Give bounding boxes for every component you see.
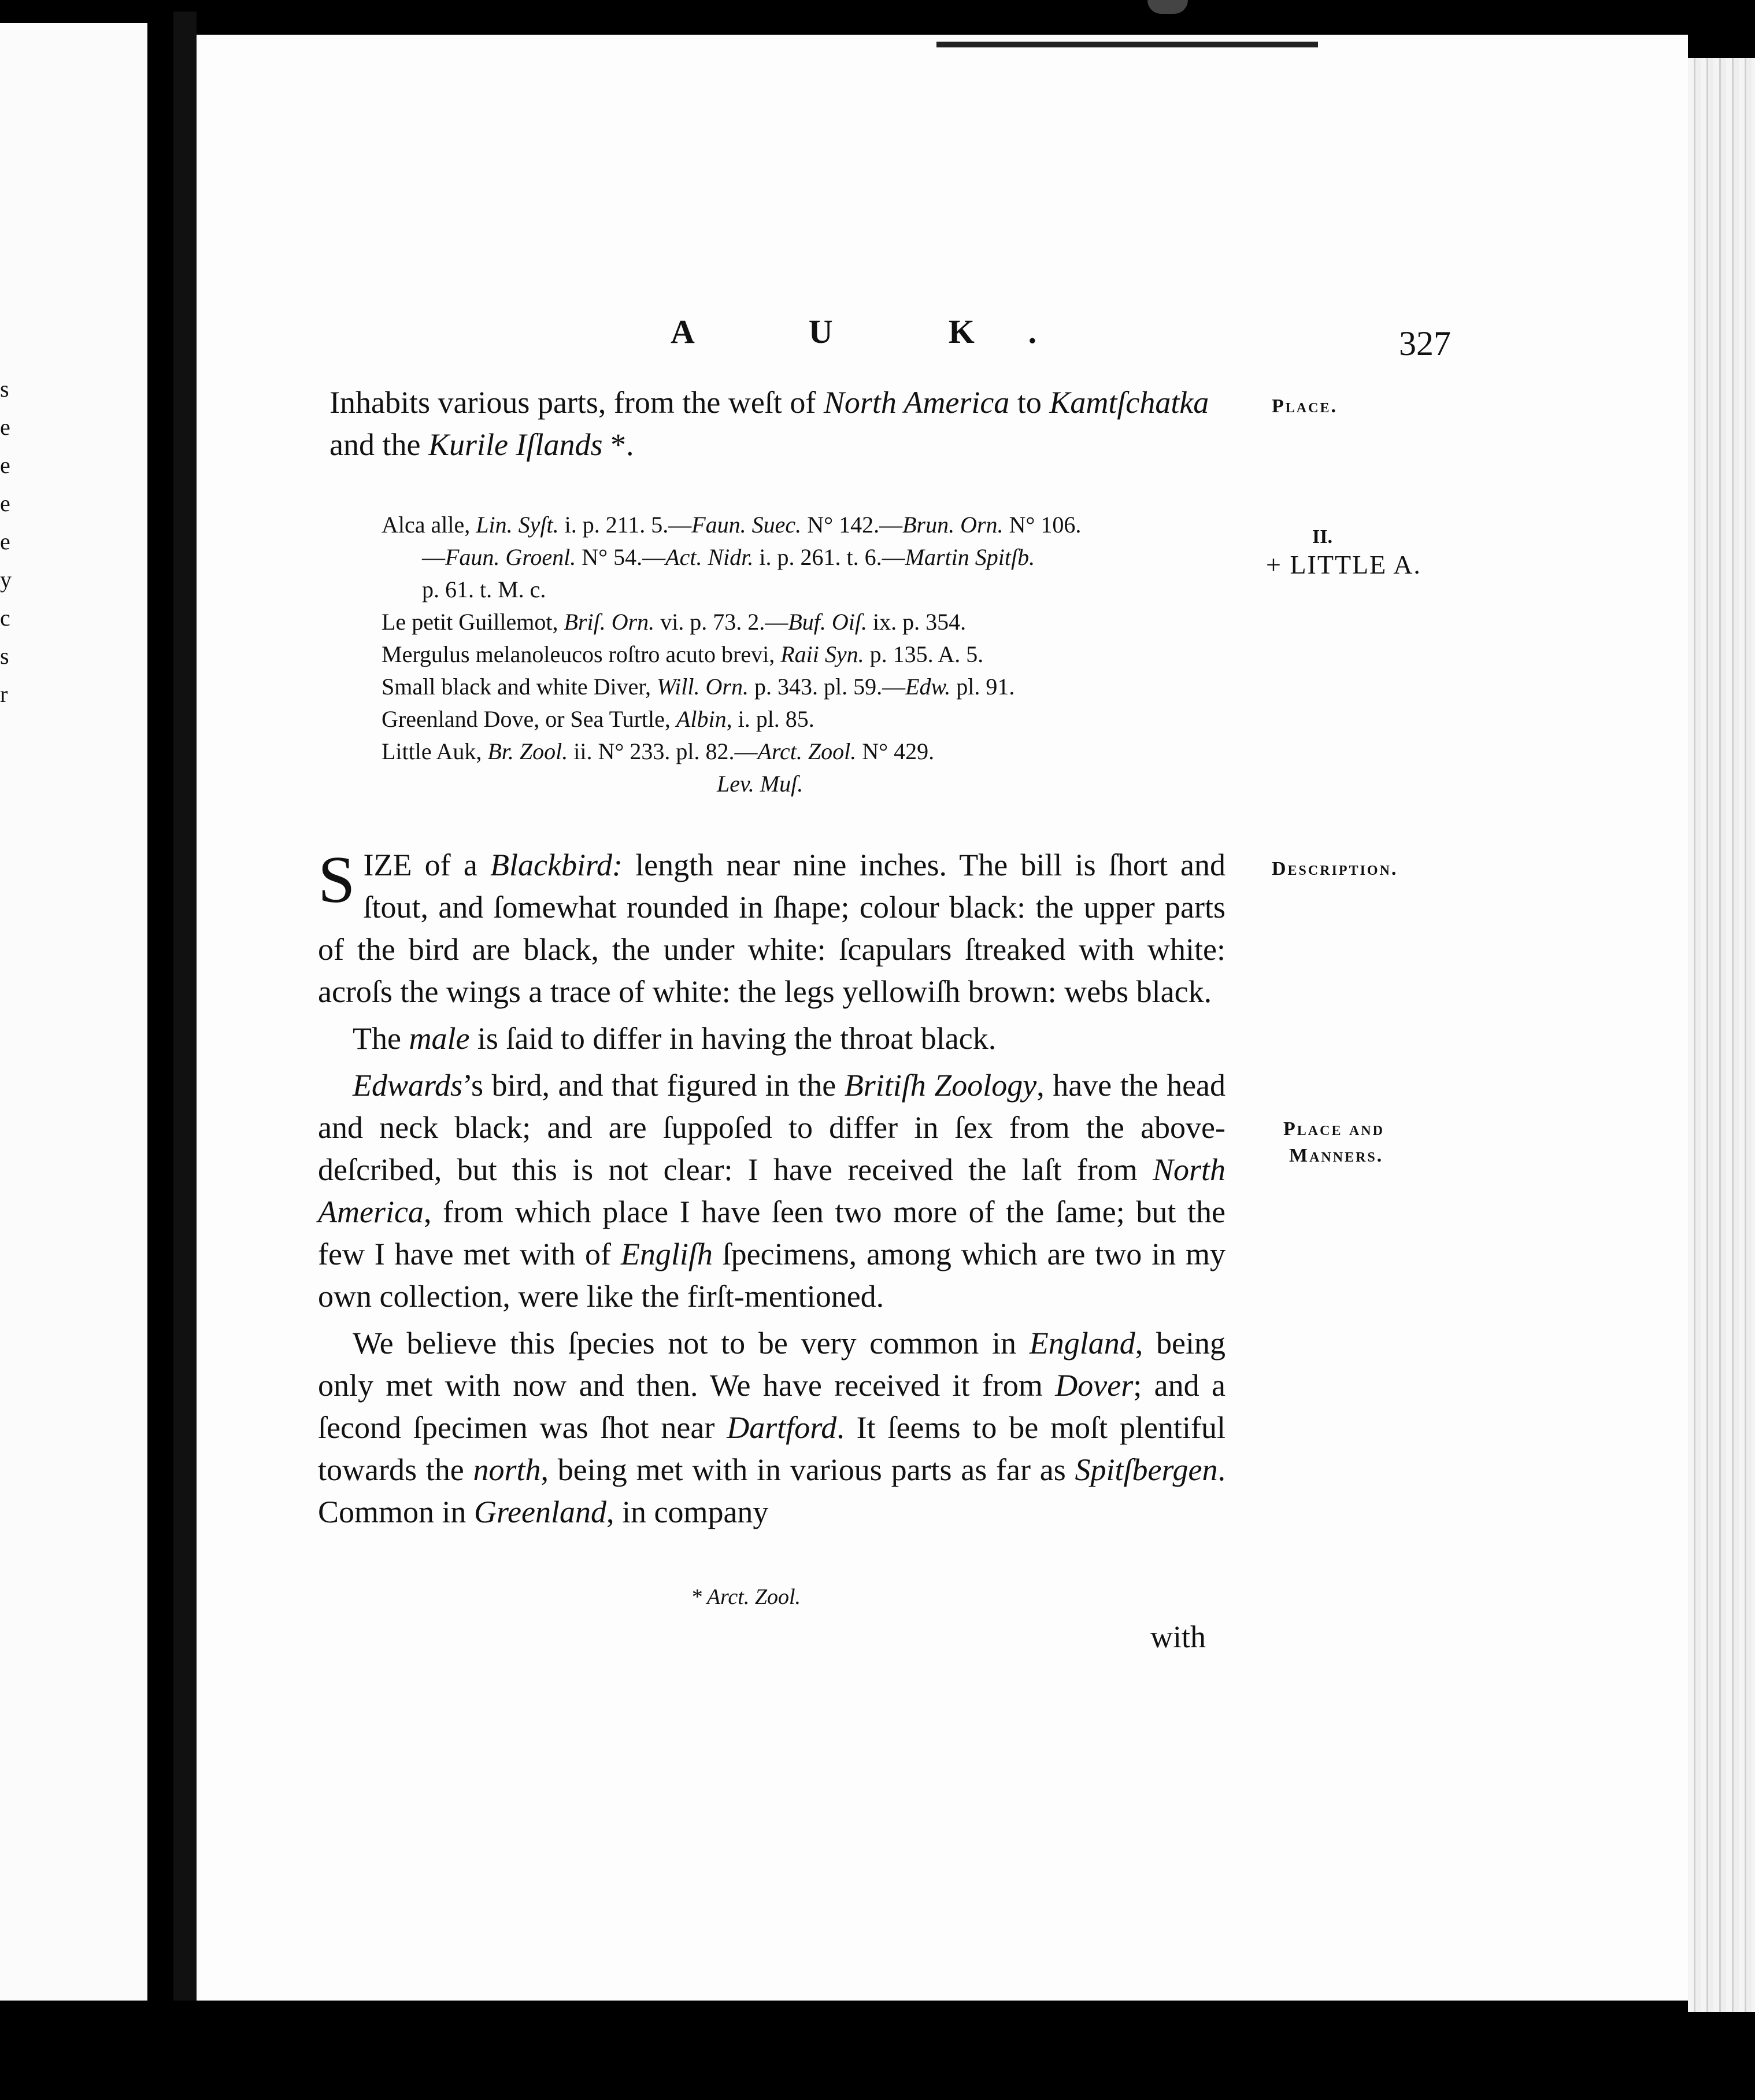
description-paragraph: IZE of a Blackbird: length near nine inches. The bill is ſhort and ſtout, and ſomewhat rounded in ſhape; colour black: the upper parts of the bird are black, the under white: ſcapulars ſtreaked with white: acroſs the wings a trace of white: the legs yellowiſh brown: webs black. <box>318 848 1225 1009</box>
page-edges <box>1688 58 1755 2012</box>
left-page-letter: s <box>0 643 9 669</box>
synonym-line: Alca alle, Lin. Syſt. i. p. 211. 5.—Faun. Suec. N° 142.—Brun. Orn. N° 106. <box>382 512 1082 538</box>
left-page-letter: e <box>0 528 10 554</box>
synonym-line: Le petit Guillemot, Briſ. Orn. vi. p. 73. 2.—Buf. Oiſ. ix. p. 354. <box>382 609 967 635</box>
place-paragraph: Inhabits various parts, from the weſt of North America to Kamtſchatka and the Kurile Iſlands *. <box>329 385 1209 462</box>
left-page-letter: y <box>0 567 12 593</box>
left-page-fragment <box>0 23 147 2001</box>
synonym-line: Lev. Muſ. <box>717 771 804 797</box>
synonym-line: —Faun. Groenl. N° 54.—Act. Nidr. i. p. 261. t. 6.—Martin Spitſb. <box>422 544 1035 570</box>
page-number: 327 <box>1399 324 1451 363</box>
synonym-line: Mergulus melanoleucos roſtro acuto brevi, Raii Syn. p. 135. A. 5. <box>382 641 984 667</box>
synonym-line: Greenland Dove, or Sea Turtle, Albin, i. pl. 85. <box>382 706 814 732</box>
left-page-letter: e <box>0 490 10 516</box>
description-paragraph: The male is ſaid to differ in having the throat black. <box>353 1021 997 1056</box>
synonym-list <box>382 509 1249 800</box>
book-gutter <box>173 12 197 2001</box>
left-page-letter: e <box>0 452 10 478</box>
left-page-letter: e <box>0 414 10 440</box>
drop-cap: S <box>318 843 356 917</box>
description-paragraph: Edwards’s bird, and that figured in the Britiſh Zoology, have the head and neck black; and are ſuppoſed to differ in ſex from the above-deſcribed, but this is not clear: I have received the laſt from North America, from which place I have ſeen two more of the ſame; but the few I have met with of Engliſh ſpecimens, among which are two in my own collection, were like the firſt-mentioned. <box>318 1068 1226 1314</box>
description-text <box>318 844 1225 1533</box>
species-name: + LITTLE A. <box>1266 550 1421 579</box>
top-rule <box>936 42 1318 47</box>
margin-note-place-and-manners-2: Manners. <box>1289 1145 1384 1166</box>
left-page-letter: c <box>0 605 10 631</box>
left-page-letters <box>0 370 12 713</box>
left-page-letter: r <box>0 681 8 707</box>
running-title: A U K. <box>671 313 1090 350</box>
synonym-line: Small black and white Diver, Will. Orn. p. 343. pl. 59.—Edw. pl. 91. <box>382 674 1015 700</box>
synonym-line: p. 61. t. M. c. <box>422 576 546 602</box>
margin-note-place-and-manners-1: Place and <box>1283 1118 1384 1140</box>
left-page-letter: s <box>0 376 9 402</box>
species-number: II. <box>1312 526 1332 548</box>
description-paragraph: We believe this ſpecies not to be very common in England, being only met with now and then. We have received it from Dover; and a ſecond ſpecimen was ſhot near Dartford. It ſeems to be moſt plentiful towards the north, being met with in various parts as far as Spitſbergen. Common in Greenland, in company <box>318 1326 1225 1529</box>
catchword: with <box>1150 1620 1206 1654</box>
margin-note-place: Place. <box>1272 395 1338 417</box>
synonym-line: Little Auk, Br. Zool. ii. N° 233. pl. 82.—Arct. Zool. N° 429. <box>382 738 935 764</box>
margin-note-description: Description. <box>1272 858 1398 879</box>
ink-blot <box>1147 0 1188 14</box>
footnote: * Arct. Zool. <box>691 1585 801 1609</box>
